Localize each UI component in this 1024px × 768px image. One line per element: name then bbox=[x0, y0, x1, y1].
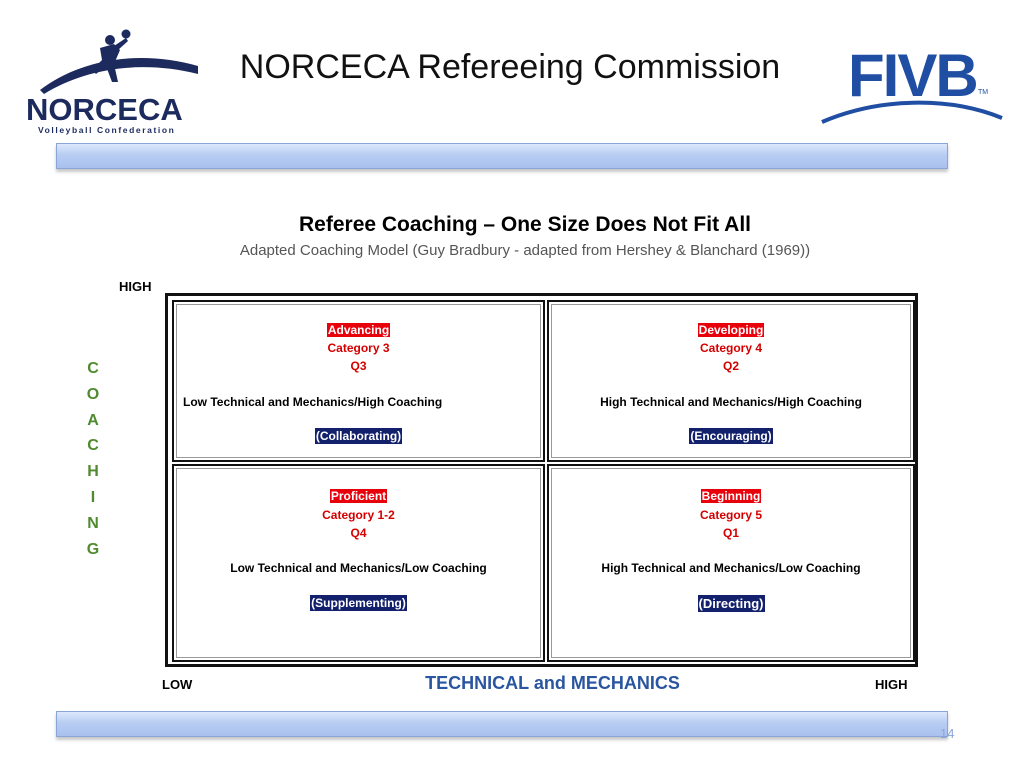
bottom-decorative-bar bbox=[56, 711, 948, 737]
y-axis-letter: C bbox=[87, 360, 99, 377]
quadrant-q-label: Q2 bbox=[722, 359, 739, 373]
header-title: NORCECA Refereeing Commission bbox=[239, 48, 781, 86]
quadrant-category: Category 5 bbox=[699, 508, 763, 522]
slide-subtitle: Adapted Coaching Model (Guy Bradbury - adapted from Hershey & Blanchard (1969)) bbox=[239, 242, 811, 259]
y-axis-letter: H bbox=[87, 463, 99, 481]
quadrant-description: Low Technical and Mechanics/High Coaching bbox=[183, 395, 443, 409]
quadrant-style: (Encouraging) bbox=[690, 429, 772, 443]
y-axis-letter: N bbox=[87, 514, 99, 532]
x-axis-high-label: HIGH bbox=[875, 677, 908, 692]
quadrant-q2 bbox=[547, 300, 915, 462]
quadrant-description: High Technical and Mechanics/Low Coaching bbox=[601, 561, 861, 575]
svg-text:NORCECA: NORCECA bbox=[26, 92, 183, 127]
quadrant-q1 bbox=[547, 464, 915, 662]
quadrant-description: High Technical and Mechanics/High Coaching bbox=[600, 395, 862, 409]
y-axis-title bbox=[78, 356, 108, 562]
quadrant-style: (Supplementing) bbox=[311, 596, 406, 610]
page-number: 14 bbox=[940, 726, 955, 741]
quadrant-q-label: Q3 bbox=[350, 359, 367, 373]
quadrant-q4 bbox=[172, 464, 545, 662]
quadrant-name: Developing bbox=[698, 323, 764, 337]
svg-text:FIVB: FIVB bbox=[848, 42, 977, 109]
quadrant-q3 bbox=[172, 300, 545, 462]
quadrant-name: Beginning bbox=[701, 489, 761, 503]
quadrant-style: (Directing) bbox=[698, 596, 764, 611]
x-axis-title: TECHNICAL and MECHANICS bbox=[425, 673, 680, 693]
x-axis-low-label: LOW bbox=[162, 677, 193, 692]
quadrant-name: Advancing bbox=[327, 323, 390, 337]
quadrant-category: Category 3 bbox=[327, 341, 390, 355]
svg-text:TM: TM bbox=[978, 89, 989, 96]
quadrant-q-label: Q4 bbox=[350, 526, 367, 540]
svg-text:Volleyball Confederation: Volleyball Confederation bbox=[38, 125, 176, 135]
coaching-matrix bbox=[165, 293, 918, 667]
y-axis-letter: C bbox=[87, 437, 99, 455]
y-axis-letter: A bbox=[87, 411, 99, 429]
top-decorative-bar bbox=[56, 143, 948, 169]
y-axis-letter: G bbox=[86, 540, 100, 558]
y-axis-letter: I bbox=[90, 488, 96, 506]
quadrant-name: Proficient bbox=[330, 489, 387, 503]
y-axis-high-label: HIGH bbox=[119, 279, 152, 294]
quadrant-category: Category 1-2 bbox=[322, 508, 395, 522]
quadrant-style: (Collaborating) bbox=[315, 429, 402, 443]
quadrant-description: Low Technical and Mechanics/Low Coaching bbox=[230, 561, 487, 575]
quadrant-q-label: Q1 bbox=[722, 526, 739, 540]
y-axis-letter: O bbox=[86, 385, 100, 403]
slide-title: Referee Coaching – One Size Does Not Fit All bbox=[299, 213, 751, 236]
fivb-logo bbox=[818, 38, 1006, 130]
norceca-logo bbox=[22, 28, 212, 138]
quadrant-category: Category 4 bbox=[699, 341, 763, 355]
